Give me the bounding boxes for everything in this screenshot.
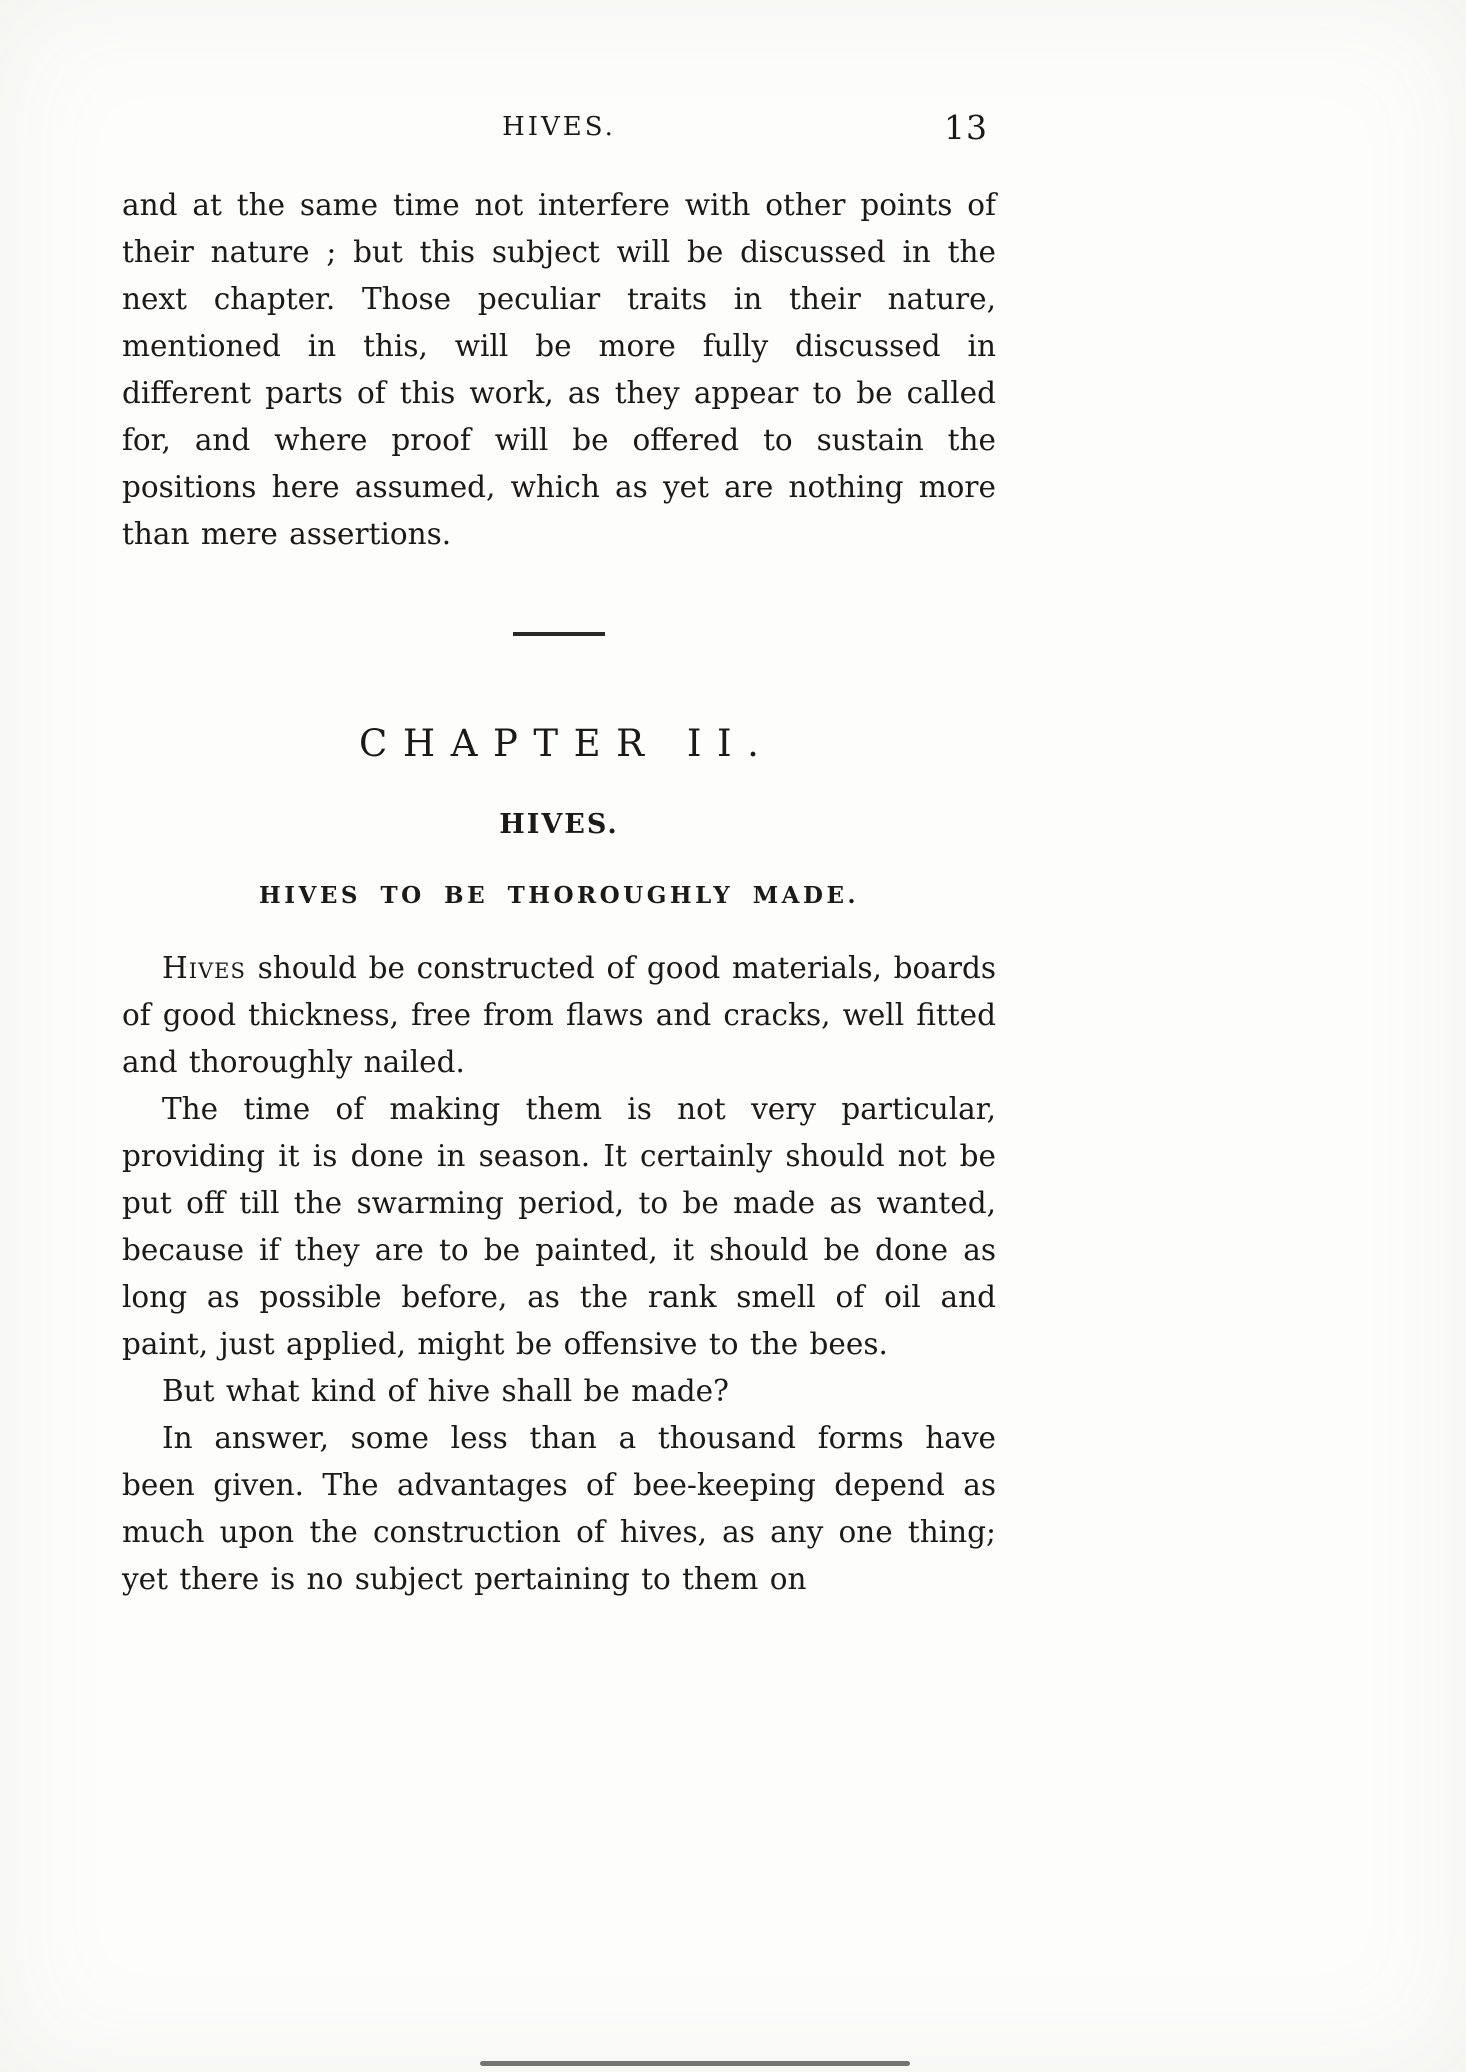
- body-paragraph: [122, 945, 996, 1086]
- text-column: [122, 0, 996, 1603]
- paragraph-text: The time of making them is not very particular, providing it is done in season. It certainly should not be put off till the swarming period, to be made as wanted, because if they are to be painted, it should be done as long as possible before, as the rank smell of oil and paint, just applied, might be offensive to the bees.: [122, 1092, 996, 1361]
- page-number: 13: [944, 108, 988, 147]
- scan-edge-artifact: [480, 2061, 910, 2066]
- body-paragraph: [122, 1368, 996, 1415]
- paragraph-text: But what kind of hive shall be made?: [162, 1374, 729, 1408]
- paragraph-lead-word: Hives: [162, 951, 246, 985]
- chapter-subtitle: HIVES.: [499, 809, 619, 840]
- section-divider: [513, 632, 605, 636]
- section-heading: HIVES TO BE THOROUGHLY MADE.: [259, 882, 859, 909]
- paragraph-text: should be constructed of good materials, boards of good thickness, free from flaws and cracks, well fitted and thoroughly nailed.: [122, 951, 996, 1079]
- intro-paragraph: and at the same time not interfere with other points of their nature ; but this subject will be discussed in the next chapter. Those peculiar traits in their nature, mentioned in this, will be more fully discussed in different parts of this work, as they appear to be called for, and where proof will be offered to sustain the positions here assumed, which as yet are nothing more than mere assertions.: [122, 188, 996, 551]
- body-paragraph: [122, 1415, 996, 1603]
- running-header-title: HIVES.: [502, 112, 616, 142]
- body-paragraph: [122, 1086, 996, 1368]
- paragraph-text: In answer, some less than a thousand forms have been given. The advantages of bee-keeping depend as much upon the construction of hives, as any one thing; yet there is no subject pertaining to them on: [122, 1421, 996, 1596]
- chapter-heading: CHAPTER II.: [359, 722, 775, 765]
- running-header: [122, 108, 996, 152]
